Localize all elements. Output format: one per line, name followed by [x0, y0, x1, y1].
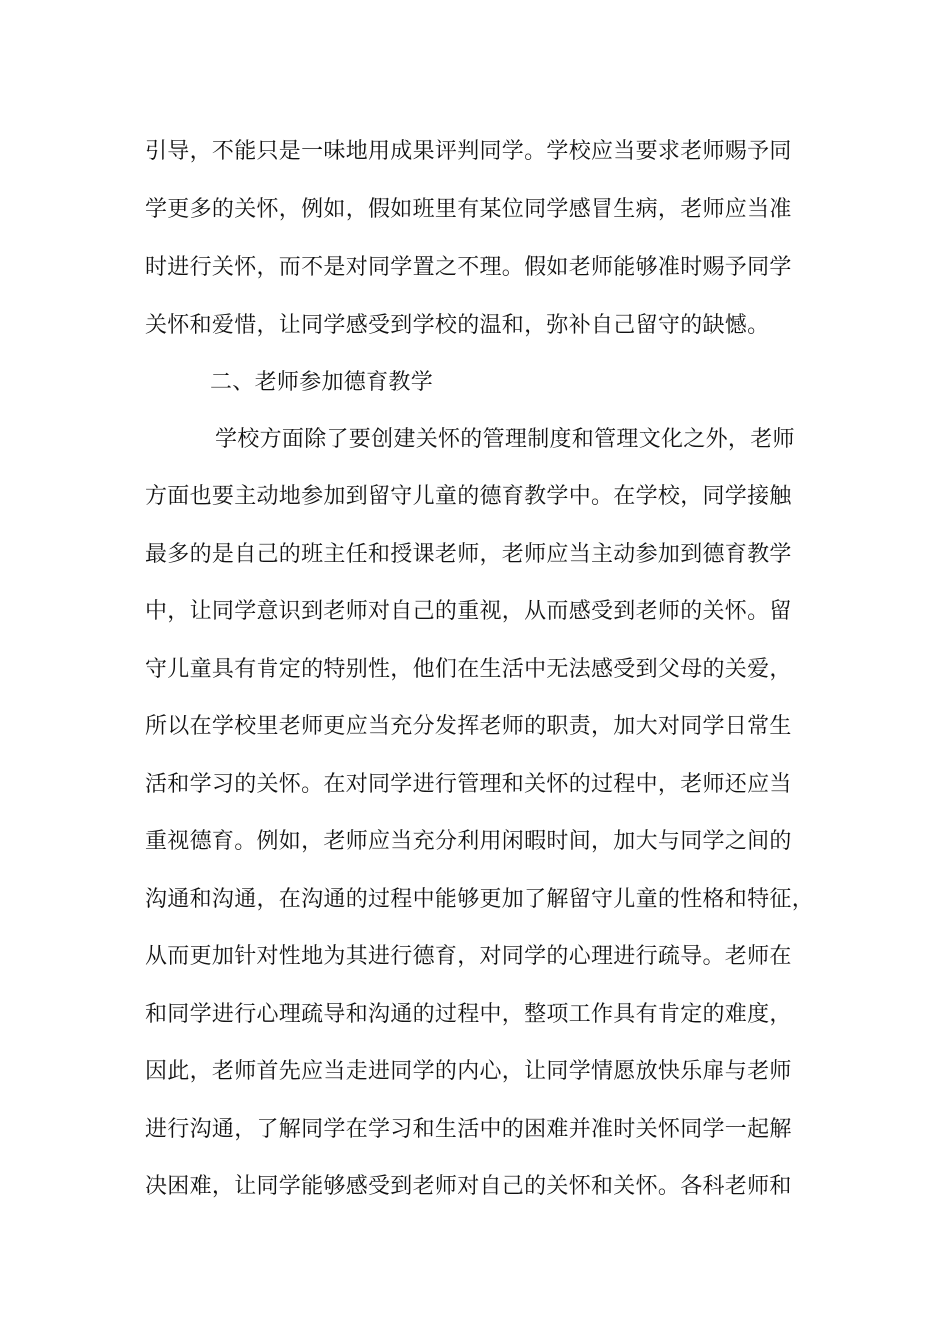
text-line: 和同学进行心理疏导和沟通的过程中，整项工作具有肯定的难度， [145, 1002, 792, 1027]
text-line: 因此，老师首先应当走进同学的内心，让同学情愿放快乐扉与老师 [145, 1059, 792, 1084]
text-line: 关怀和爱惜，让同学感受到学校的温和，弥补自己留守的缺憾。 [145, 313, 770, 338]
text-line: 重视德育。例如，老师应当充分利用闲暇时间，加大与同学之间的 [145, 829, 792, 854]
section-heading: 二、老师参加德育教学 [210, 370, 434, 395]
text-line: 决困难，让同学能够感受到老师对自己的关怀和关怀。各科老师和 [145, 1174, 792, 1199]
text-line: 最多的是自己的班主任和授课老师，老师应当主动参加到德育教学 [145, 542, 792, 567]
text-line: 所以在学校里老师更应当充分发挥老师的职责，加大对同学日常生 [145, 714, 792, 739]
text-line: 沟通和沟通，在沟通的过程中能够更加了解留守儿童的性格和特征， [145, 887, 815, 912]
text-line: 从而更加针对性地为其进行德育，对同学的心理进行疏导。老师在 [145, 944, 792, 969]
text-line: 时进行关怀，而不是对同学置之不理。假如老师能够准时赐予同学 [145, 255, 792, 280]
text-line: 进行沟通，了解同学在学习和生活中的困难并准时关怀同学一起解 [145, 1117, 792, 1142]
text-line: 中，让同学意识到老师对自己的重视，从而感受到老师的关怀。留 [145, 599, 792, 624]
text-line: 学更多的关怀，例如，假如班里有某位同学感冒生病，老师应当准 [145, 197, 792, 222]
text-line: 学校方面除了要创建关怀的管理制度和管理文化之外，老师 [215, 427, 795, 452]
text-line: 活和学习的关怀。在对同学进行管理和关怀的过程中，老师还应当 [145, 772, 792, 797]
text-line: 守儿童具有肯定的特别性，他们在生活中无法感受到父母的关爱， [145, 657, 792, 682]
text-line: 方面也要主动地参加到留守儿童的德育教学中。在学校，同学接触 [145, 484, 792, 509]
text-line: 引导，不能只是一味地用成果评判同学。学校应当要求老师赐予同 [145, 139, 792, 164]
